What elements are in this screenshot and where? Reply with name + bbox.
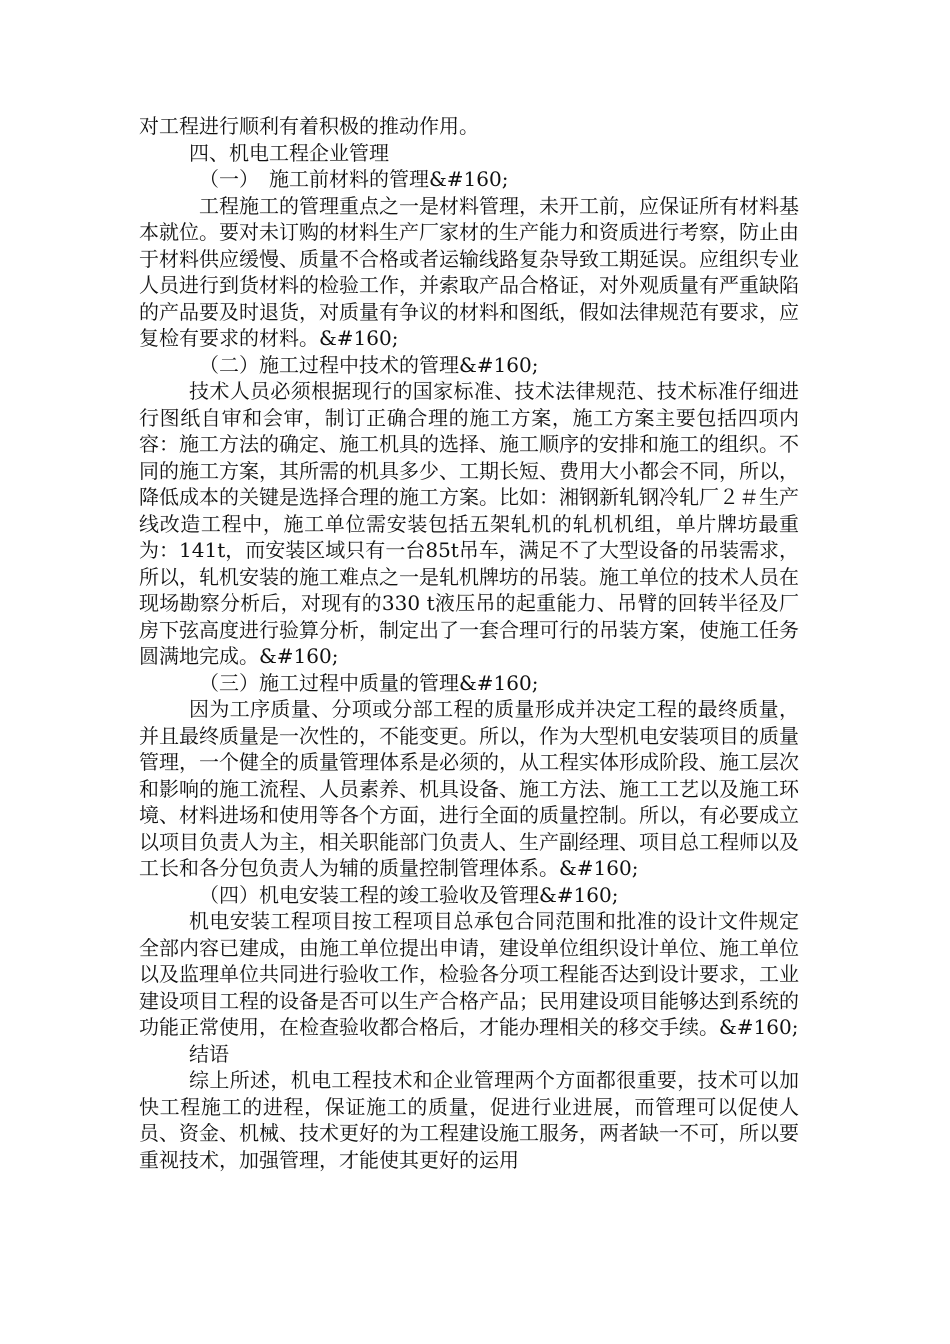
subheading-technical-management: （二）施工过程中技术的管理&#160;: [199, 352, 539, 377]
paragraph-conclusion: 综上所述，机电工程技术和企业管理两个方面都很重要，技术可以加快工程施工的进程，保证施工的质量，促进行业进展，而管理可以促使人员、资金、机械、技术更好的为工程建设施工服务，两者缺一不可，所以要重视技术，加强管理，才能使其更好的运用: [139, 1068, 799, 1172]
document-page: [139, 113, 799, 1173]
section-heading-enterprise-management: 四、机电工程企业管理: [189, 140, 389, 165]
paragraph-quality-management: 因为工序质量、分项或分部工程的质量形成并决定工程的最终质量，并且最终质量是一次性的，不能变更。所以，作为大型机电安装项目的质量管理，一个健全的质量管理体系是必须的，从工程实体形成阶段、施工层次和影响的施工流程、人员素养、机具设备、施工方法、施工工艺以及施工环境、材料进场和使用等各个方面，进行全面的质量控制。所以，有必要成立以项目负责人为主，相关职能部门负责人、生产副经理、项目总工程师以及工长和各分包负责人为辅的质量控制管理体系。&#160;: [139, 697, 799, 880]
paragraph-material-management: 工程施工的管理重点之一是材料管理，未开工前，应保证所有材料基本就位。要对未订购的材料生产厂家材的生产能力和资质进行考察，防止由于材料供应缓慢、质量不合格或者运输线路复杂导致工期延误。应组织专业人员进行到货材料的检验工作，并索取产品合格证，对外观质量有严重缺陷的产品要及时退货，对质量有争议的材料和图纸，假如法律规范有要求，应复检有要求的材料。&#160;: [139, 193, 799, 350]
subheading-acceptance-management: （四）机电安装工程的竣工验收及管理&#160;: [199, 882, 619, 907]
subheading-material-management: （一） 施工前材料的管理&#160;: [199, 167, 509, 191]
paragraph-acceptance-management: 机电安装工程项目按工程项目总承包合同范围和批准的设计文件规定全部内容已建成，由施工单位提出申请，建设单位组织设计单位、施工单位以及监理单位共同进行验收工作，检验各分项工程能否达到设计要求，工业建设项目工程的设备是否可以生产合格产品；民用建设项目能够达到系统的功能正常使用，在检查验收都合格后，才能办理相关的移交手续。&#160;: [139, 909, 799, 1039]
paragraph-continuation: 对工程进行顺利有着积极的推动作用。: [139, 114, 479, 138]
conclusion-heading: 结语: [189, 1041, 229, 1066]
paragraph-technical-management: 技术人员必须根据现行的国家标准、技术法律规范、技术标准仔细进行图纸自审和会审，制订正确合理的施工方案，施工方案主要包括四项内容：施工方法的确定、施工机具的选择、施工顺序的安排和施工的组织。不同的施工方案，其所需的机具多少、工期长短、费用大小都会不同，所以，降低成本的关键是选择合理的施工方案。比如：湘钢新轧钢冷轧厂２＃生产线改造工程中，施工单位需安装包括五架轧机的轧机机组，单片牌坊最重为：141t，而安装区域只有一台85t吊车，满足不了大型设备的吊装需求，所以，轧机安装的施工难点之一是轧机牌坊的吊装。施工单位的技术人员在现场勘察分析后，对现有的330 t液压吊的起重能力、吊臂的回转半径及厂房下弦高度进行验算分析，制定出了一套合理可行的吊装方案，使施工任务圆满地完成。&#160;: [139, 379, 799, 668]
subheading-quality-management: （三）施工过程中质量的管理&#160;: [199, 670, 539, 695]
